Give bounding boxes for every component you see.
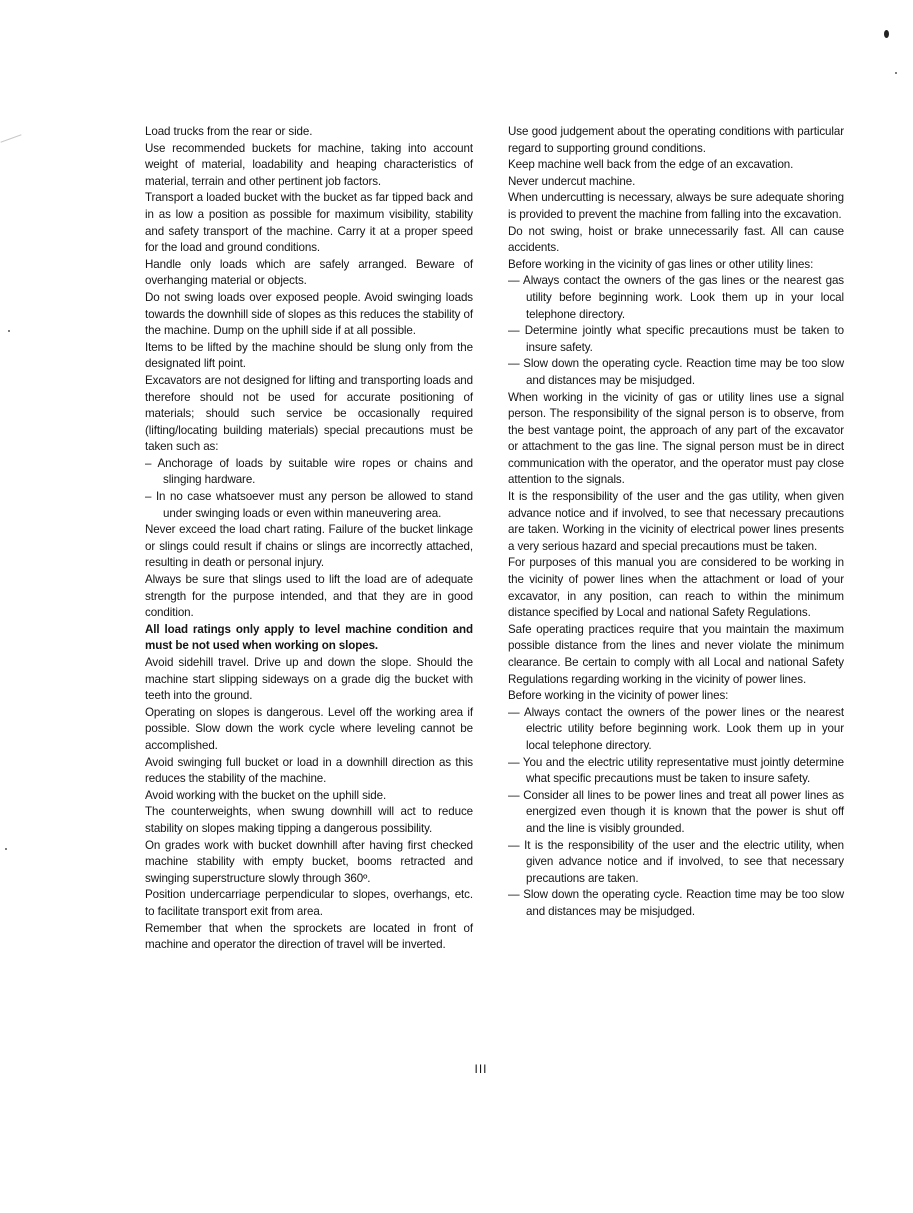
bullet-item: – Anchorage of loads by suitable wire ropes or chains and slinging hardware.	[145, 456, 473, 487]
page-edge-mark	[0, 134, 21, 142]
paragraph: Items to be lifted by the machine should be slung only from the designated lift point.	[145, 340, 473, 371]
paragraph: Avoid sidehill travel. Drive up and down the slope. Should the machine start slipping sideways on a grade dig the bucket with teeth into the ground.	[145, 656, 473, 703]
paragraph: Safe operating practices require that you maintain the maximum possible distance from the lines and never violate the minimum clearance. Be certain to comply with all Local and national Safety Regulations regarding working in the vicinity of power lines.	[508, 622, 844, 686]
paragraph: Never undercut machine.	[508, 174, 636, 188]
warning-paragraph: All load ratings only apply to level machine condition and must be not used when working on slopes.	[145, 622, 473, 653]
paragraph: Transport a loaded bucket with the bucket as far tipped back and in as low a position as possible for maximum visibility, stability and safety transport of the machine. Carry it at a proper speed for the load and ground conditions.	[145, 191, 473, 255]
bullet-item: – In no case whatsoever must any person be allowed to stand under swinging loads or even within maneuvering area.	[145, 490, 473, 520]
paragraph: The counterweights, when swung downhill will act to reduce stability on slopes making tipping a dangerous possibility.	[145, 805, 473, 835]
paragraph: When working in the vicinity of gas or utility lines use a signal person. The responsibility of the signal person is to observe, from the best vantage point, the approach of any part of the excavator or attachment to the gas line. The signal person must be in direct communication with the operator, and the operator must pay close attention to the signals.	[508, 390, 844, 487]
paragraph: Operating on slopes is dangerous. Level off the working area if possible. Slow down the work cycle where leveling cannot be accomplished.	[145, 705, 473, 752]
paragraph: Use recommended buckets for machine, taking into account weight of material, loadability and heaping characteristics of material, terrain and other pertinent job factors.	[145, 141, 473, 188]
paragraph: Before working in the vicinity of gas lines or other utility lines:	[508, 257, 814, 271]
bullet-item: — Consider all lines to be power lines and treat all power lines as energized even though it is known that the power is shut off and the line is visibly grounded.	[508, 788, 844, 835]
page-number: III	[474, 1062, 488, 1076]
paragraph: Avoid swinging full bucket or load in a downhill direction as this reduces the stability of the machine.	[145, 755, 473, 786]
paragraph: Excavators are not designed for lifting and transporting loads and therefore should not be used for accurate positioning of materials; should such service be occasionally required (lifting/locating building materials) special precautions must be taken such as:	[145, 373, 473, 454]
paragraph: Do not swing loads over exposed people. Avoid swinging loads towards the downhill side of slopes as this reduces the stability of the machine. Dump on the uphill side if at all possible.	[145, 290, 473, 338]
paragraph: Before working in the vicinity of power lines:	[508, 689, 729, 703]
paragraph: Remember that when the sprockets are located in front of machine and operator the direction of travel will be inverted.	[145, 921, 473, 952]
bullet-item: — Slow down the operating cycle. Reaction time may be too slow and distances may be misjudged.	[508, 357, 844, 387]
paragraph: It is the responsibility of the user and the gas utility, when given advance notice and if involved, to see that necessary precautions are taken. Working in the vicinity of electrical power lines presents a very serious hazard and special precautions must be taken.	[508, 490, 844, 553]
paragraph: Never exceed the load chart rating. Failure of the bucket linkage or slings could result if chains or slings are incorrectly attached, resulting in death or personal injury.	[145, 523, 473, 570]
paragraph: Do not swing, hoist or brake unnecessarily fast. All can cause accidents.	[508, 224, 844, 255]
paragraph: On grades work with bucket downhill after having first checked machine stability with empty bucket, booms retracted and swinging superstructure slowly through 360º.	[145, 838, 473, 885]
bullet-item: — Always contact the owners of the gas lines or the nearest gas utility before beginning work. Look them up in your local telephone directory.	[508, 274, 844, 321]
bullet-item: — Determine jointly what specific precautions must be taken to insure safety.	[508, 324, 844, 354]
paragraph: Avoid working with the bucket on the uphill side.	[145, 788, 387, 802]
bullet-item: — It is the responsibility of the user and the electric utility, when given advance notice and if involved, to see that necessary precautions are taken.	[508, 838, 844, 885]
scan-speck	[8, 330, 10, 332]
paragraph: Keep machine well back from the edge of an excavation.	[508, 158, 794, 172]
paragraph: Load trucks from the rear or side.	[145, 125, 313, 138]
paragraph: Always be sure that slings used to lift the load are of adequate strength for the purpose intended, and that they are in good condition.	[145, 573, 473, 620]
bullet-item: — You and the electric utility representative must jointly determine what specific precautions must be taken to insure safety.	[508, 755, 844, 786]
right-column	[508, 124, 844, 921]
left-column	[145, 124, 473, 954]
scan-speck	[5, 848, 7, 850]
paragraph: Position undercarriage perpendicular to slopes, overhangs, etc. to facilitate transport exit from area.	[145, 888, 473, 918]
paragraph: When undercutting is necessary, always be sure adequate shoring is provided to prevent the machine from falling into the excavation.	[508, 191, 844, 221]
scan-speck	[895, 72, 897, 74]
bullet-item: — Always contact the owners of the power lines or the nearest electric utility before beginning work. Look them up in your local telephone directory.	[508, 705, 844, 752]
paragraph: Use good judgement about the operating conditions with particular regard to supporting ground conditions.	[508, 125, 844, 155]
paragraph: For purposes of this manual you are considered to be working in the vicinity of power lines when the attachment or load of your excavator, in any position, can reach to within the minimum distance specified by Local and national Safety Regulations.	[508, 556, 844, 620]
scan-speck	[884, 30, 889, 38]
bullet-item: — Slow down the operating cycle. Reaction time may be too slow and distances may be misjudged.	[508, 888, 844, 918]
paragraph: Handle only loads which are safely arranged. Beware of overhanging material or objects.	[145, 257, 473, 288]
